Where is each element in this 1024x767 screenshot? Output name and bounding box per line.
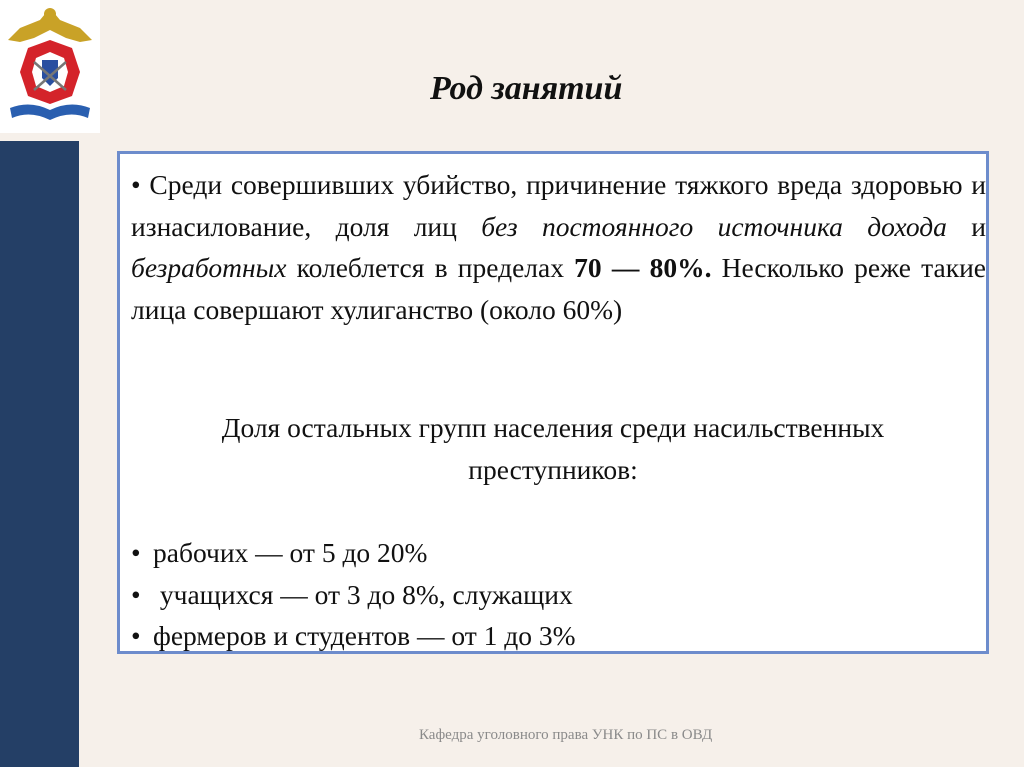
paragraph-bold: 70 — 80%. <box>574 252 712 283</box>
emblem <box>0 0 100 133</box>
paragraph-bullet: • <box>131 169 141 200</box>
paragraph-italic-2: безработных <box>131 252 287 283</box>
paragraph-text-3: колеблется в пределах <box>286 252 575 283</box>
list-item-text: рабочих — от 5 до 20% <box>153 537 428 568</box>
slide-title: Род занятий <box>430 70 623 107</box>
subheading <box>120 407 986 490</box>
subheading-line-1: Доля остальных групп населения среди насильственных <box>221 412 885 443</box>
paragraph-text-2: и <box>946 210 986 242</box>
side-bar <box>0 141 79 767</box>
paragraph-text-4: Несколько реже такие лица совершают хулиганство (около 60%) <box>131 252 986 325</box>
paragraph-italic-1: без постоянного источника дохода <box>481 210 947 242</box>
bullet-mark: • <box>131 578 141 610</box>
subheading-line-2: преступников: <box>468 453 638 485</box>
main-paragraph <box>131 164 986 330</box>
bullet-list <box>131 532 981 657</box>
list-item-text: учащихся — от 3 до 8%, служащих <box>153 578 573 610</box>
bullet-mark: • <box>131 537 141 568</box>
list-item <box>131 615 981 657</box>
bullet-mark: • <box>131 620 141 651</box>
content-box <box>117 151 989 654</box>
paragraph-text-1: Среди совершивших убийство, причинение тяжкого вреда здоровью и изнасилование, доля лиц <box>131 169 986 242</box>
list-item-text: фермеров и студентов — от 1 до 3% <box>153 620 576 651</box>
list-item <box>131 574 981 616</box>
list-item <box>131 532 981 574</box>
emblem-icon <box>0 0 100 133</box>
footer-text: Кафедра уголовного права УНК по ПС в ОВД <box>419 727 713 743</box>
